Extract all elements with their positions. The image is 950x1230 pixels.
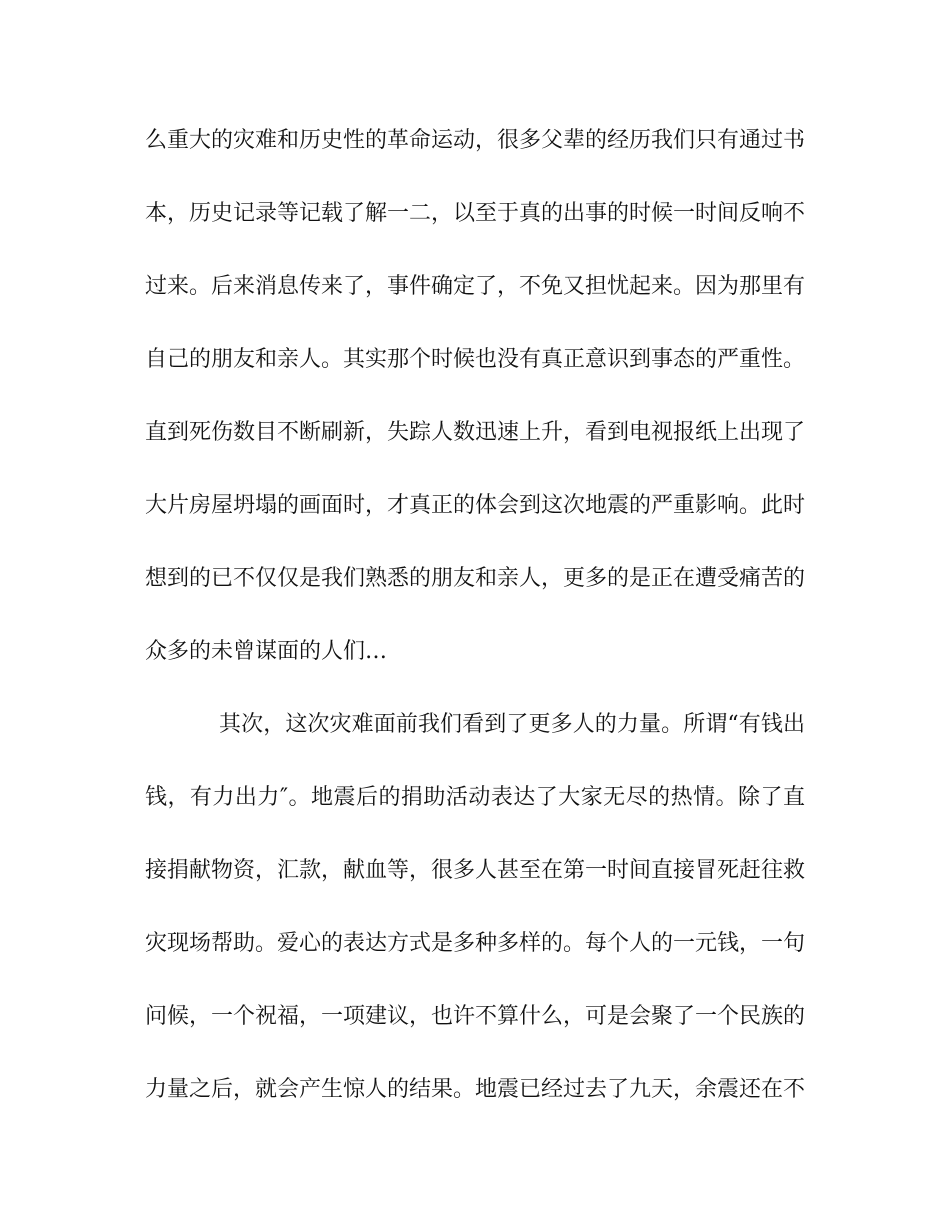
paragraph-line: 问候，一个祝福，一项建议，也许不算什么，可是会聚了一个民族的: [145, 1004, 806, 1029]
paragraph-first-line: 其次，这次灾难面前我们看到了更多人的力量。所谓“有钱出: [219, 712, 805, 737]
paragraph-line: 力量之后，就会产生惊人的结果。地震已经过去了九天，余震还在不: [145, 1077, 806, 1102]
paragraph-line: 众多的未曾谋面的人们…: [145, 639, 388, 664]
paragraph-line: 本，历史记录等记载了解一二，以至于真的出事的时候一时间反响不: [145, 201, 806, 226]
paragraph-line: 过来。后来消息传来了，事件确定了，不免又担忧起来。因为那里有: [145, 274, 806, 299]
paragraph-line: 想到的已不仅仅是我们熟悉的朋友和亲人，更多的是正在遭受痛苦的: [145, 566, 806, 591]
paragraph-line: 接捐献物资，汇款，献血等，很多人甚至在第一时间直接冒死赶往救: [145, 858, 806, 883]
paragraph-line: 钱，有力出力″。地震后的捐助活动表达了大家无尽的热情。除了直: [145, 785, 805, 810]
paragraph-line: 直到死伤数目不断刷新，失踪人数迅速上升，看到电视报纸上出现了: [145, 420, 806, 445]
paragraph-line: 大片房屋坍塌的画面时，才真正的体会到这次地震的严重影响。此时: [145, 493, 806, 518]
paragraph-line: 么重大的灾难和历史性的革命运动，很多父辈的经历我们只有通过书: [145, 128, 806, 153]
paragraph-line: 灾现场帮助。爱心的表达方式是多种多样的。每个人的一元钱，一句: [145, 931, 806, 956]
paragraph-line: 自己的朋友和亲人。其实那个时候也没有真正意识到事态的严重性。: [145, 347, 806, 372]
